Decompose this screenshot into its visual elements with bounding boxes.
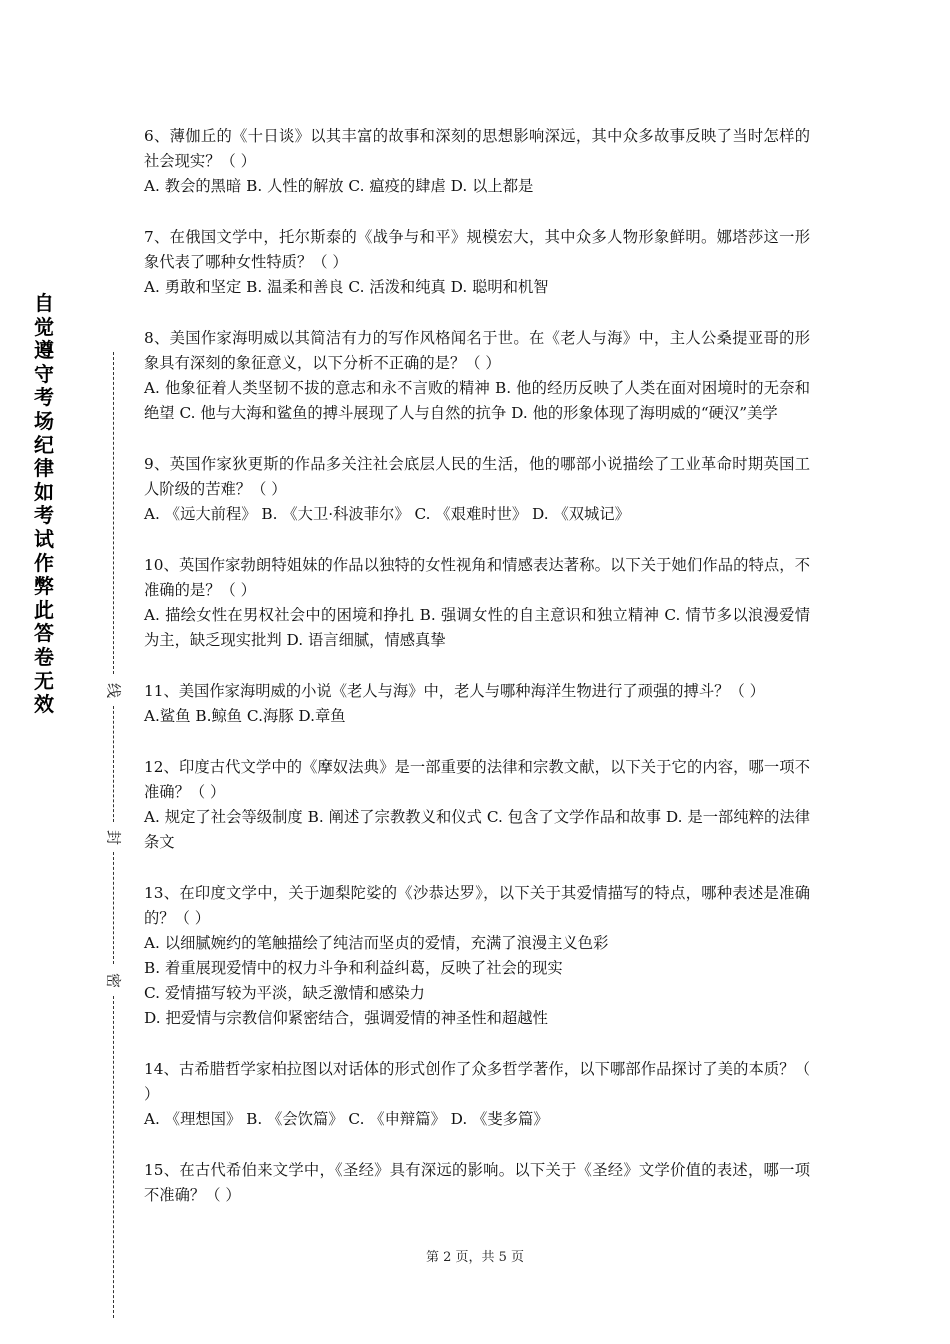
warning-char: 卷 <box>34 644 54 669</box>
question-stem: 12、印度古代文学中的《摩奴法典》是一部重要的法律和宗教文献，以下关于它的内容，哪一项不准确？（ ） <box>144 758 810 801</box>
warning-char: 考 <box>34 503 54 528</box>
warning-char: 场 <box>34 408 54 433</box>
question-9 <box>144 452 810 527</box>
warning-char: 觉 <box>34 314 54 339</box>
question-stem: 11、美国作家海明威的小说《老人与海》中，老人与哪种海洋生物进行了顽强的搏斗？（ ） <box>144 682 765 700</box>
question-6 <box>144 124 810 199</box>
warning-char: 如 <box>34 479 54 504</box>
binding-line <box>113 706 114 822</box>
binding-mark-seal: 封 <box>104 828 125 848</box>
question-options: A. 勇敢和坚定 B. 温柔和善良 C. 活泼和纯真 D. 聪明和机智 <box>144 278 549 296</box>
binding-mark-line: 线 <box>104 681 125 701</box>
question-10 <box>144 553 810 653</box>
question-options: A. 《理想国》 B. 《会饮篇》 C. 《申辩篇》 D. 《斐多篇》 <box>144 1110 549 1128</box>
warning-char: 律 <box>34 456 54 481</box>
question-options: A. 教会的黑暗 B. 人性的解放 C. 瘟疫的肆虐 D. 以上都是 <box>144 177 534 195</box>
warning-char: 试 <box>34 526 54 551</box>
question-option-d: D. 把爱情与宗教信仰紧密结合，强调爱情的神圣性和超越性 <box>144 1009 548 1027</box>
warning-char: 纪 <box>34 432 54 457</box>
warning-char: 无 <box>34 668 54 693</box>
question-stem: 13、在印度文学中，关于迦梨陀娑的《沙恭达罗》，以下关于其爱情描写的特点，哪种表述是准确的？（ ） <box>144 884 810 927</box>
question-13 <box>144 881 810 1031</box>
question-stem: 9、英国作家狄更斯的作品多关注社会底层人民的生活，他的哪部小说描绘了工业革命时期英国工人阶级的苦难？（ ） <box>144 455 810 498</box>
question-stem: 8、美国作家海明威以其简洁有力的写作风格闻名于世。在《老人与海》中，主人公桑提亚哥的形象具有深刻的象征意义，以下分析不正确的是？（ ） <box>144 329 810 372</box>
question-stem: 15、在古代希伯来文学中，《圣经》具有深远的影响。以下关于《圣经》文学价值的表述，哪一项不准确？（ ） <box>144 1161 810 1204</box>
question-options: A. 规定了社会等级制度 B. 阐述了宗教教义和仪式 C. 包含了文学作品和故事 D. 是一部纯粹的法律条文 <box>144 808 810 851</box>
warning-char: 守 <box>34 361 54 386</box>
warning-char: 考 <box>34 385 54 410</box>
page-number: 第 2 页，共 5 页 <box>425 1250 525 1265</box>
question-option-b: B. 着重展现爱情中的权力斗争和利益纠葛，反映了社会的现实 <box>144 959 563 977</box>
question-12 <box>144 755 810 855</box>
question-8 <box>144 326 810 426</box>
binding-line <box>113 852 114 964</box>
question-stem: 14、古希腊哲学家柏拉图以对话体的形式创作了众多哲学著作，以下哪部作品探讨了美的本质？（ ） <box>144 1060 810 1103</box>
question-stem: 6、薄伽丘的《十日谈》以其丰富的故事和深刻的思想影响深远，其中众多故事反映了当时怎样的社会现实？（ ） <box>144 127 810 170</box>
warning-char: 此 <box>34 597 54 622</box>
warning-char: 作 <box>34 550 54 575</box>
exam-discipline-warning <box>30 292 58 717</box>
question-stem: 7、在俄国文学中，托尔斯泰的《战争与和平》规模宏大，其中众多人物形象鲜明。娜塔莎这一形象代表了哪种女性特质？（ ） <box>144 228 810 271</box>
question-options: A. 描绘女性在男权社会中的困境和挣扎 B. 强调女性的自主意识和独立精神 C. 情节多以浪漫爱情为主，缺乏现实批判 D. 语言细腻，情感真挚 <box>144 606 810 649</box>
binding-mark-secret: 密 <box>104 971 125 991</box>
question-options: A. 他象征着人类坚韧不拔的意志和永不言败的精神 B. 他的经历反映了人类在面对困境时的无奈和绝望 C. 他与大海和鲨鱼的搏斗展现了人与自然的抗争 D. 他的形象体现了海明威的“硬汉”美学 <box>144 379 810 422</box>
warning-char: 弊 <box>34 574 54 599</box>
binding-line <box>113 352 114 674</box>
binding-line <box>113 996 114 1318</box>
question-15 <box>144 1158 810 1208</box>
question-option-c: C. 爱情描写较为平淡，缺乏激情和感染力 <box>144 984 425 1002</box>
question-option-a: A. 以细腻婉约的笔触描绘了纯洁而坚贞的爱情，充满了浪漫主义色彩 <box>144 934 609 952</box>
warning-char: 效 <box>34 692 54 717</box>
warning-char: 自 <box>34 291 54 315</box>
question-list <box>144 124 810 1234</box>
question-7 <box>144 225 810 300</box>
warning-char: 答 <box>34 621 54 646</box>
warning-char: 遵 <box>34 338 54 363</box>
question-stem: 10、英国作家勃朗特姐妹的作品以独特的女性视角和情感表达著称。以下关于她们作品的特点，不准确的是？（ ） <box>144 556 810 599</box>
question-options: A. 《远大前程》 B. 《大卫·科波菲尔》 C. 《艰难时世》 D. 《双城记》 <box>144 505 630 523</box>
question-14 <box>144 1057 810 1132</box>
question-11 <box>144 679 810 729</box>
question-options: A.鲨鱼 B.鲸鱼 C.海豚 D.章鱼 <box>144 707 346 725</box>
